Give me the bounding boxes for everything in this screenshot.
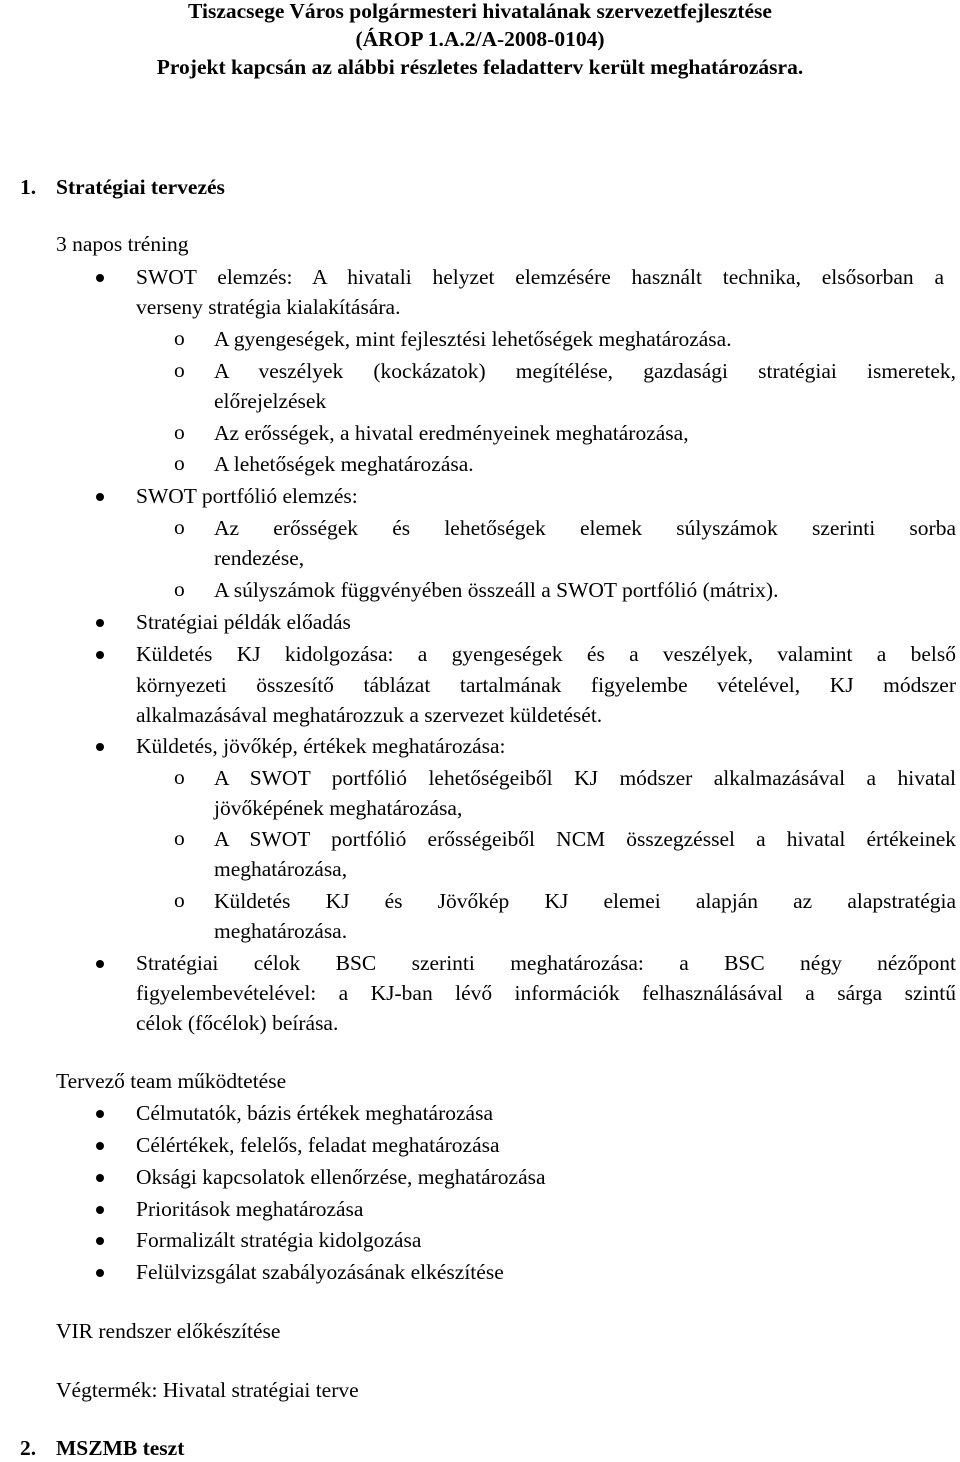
circle-bullet-icon: o: [174, 765, 185, 789]
bullet-icon: [96, 1237, 104, 1245]
bullet-icon: [96, 960, 104, 968]
circle-bullet-icon: o: [174, 826, 185, 850]
swot-line-2: verseny stratégia kialakítására.: [136, 295, 401, 319]
examples-line: Stratégiai példák előadás: [136, 610, 351, 634]
swot-sub-2-line-1: A veszélyek (kockázatok) megítélése, gazdasági stratégiai ismeretek,: [214, 359, 956, 383]
swot-line-1: SWOT elemzés: A hivatali helyzet elemzésére használt technika, elsősorban a: [136, 265, 944, 289]
bullet-icon: [96, 743, 104, 751]
portfolio-sub-1-line-1: Az erősségek és lehetőségek elemek súlyszámok szerinti sorba: [214, 516, 956, 540]
team-item: Célmutatók, bázis értékek meghatározása: [136, 1101, 493, 1125]
section-2-heading: MSZMB teszt: [56, 1436, 185, 1460]
goals-line-3: célok (főcélok) beírása.: [136, 1011, 339, 1035]
goals-line-1: Stratégiai célok BSC szerinti meghatározása: a BSC négy nézőpont: [136, 951, 956, 975]
swot-sub-4: A lehetőségek meghatározása.: [214, 452, 474, 476]
team-item: Felülvizsgálat szabályozásának elkészítése: [136, 1260, 504, 1284]
bullet-icon: [96, 619, 104, 627]
swot-sub-3: Az erősségek, a hivatal eredményeinek meghatározása,: [214, 421, 689, 445]
bullet-icon: [96, 1206, 104, 1214]
circle-bullet-icon: o: [174, 358, 185, 382]
vision-sub-1-line-1: A SWOT portfólió lehetőségeiből KJ módszer alkalmazásával a hivatal: [214, 766, 956, 790]
bullet-icon: [96, 274, 104, 282]
circle-bullet-icon: o: [174, 326, 185, 350]
team-item: Formalizált stratégia kidolgozása: [136, 1228, 422, 1252]
team-item: Prioritások meghatározása: [136, 1197, 364, 1221]
circle-bullet-icon: o: [174, 451, 185, 475]
vision-sub-1-line-2: jövőképének meghatározása,: [214, 796, 463, 820]
portfolio-sub-1-line-2: rendezése,: [214, 546, 305, 570]
title-line-1: Tiszacsege Város polgármesteri hivatalának szervezetfejlesztése: [188, 0, 772, 23]
team-item: Oksági kapcsolatok ellenőrzése, meghatározása: [136, 1165, 546, 1189]
section-1-heading: Stratégiai tervezés: [56, 175, 225, 199]
document-title: [0, 0, 960, 81]
vision-sub-3-line-2: meghatározása.: [214, 919, 348, 943]
section-1-number: 1.: [20, 175, 37, 199]
bullet-icon: [96, 1142, 104, 1150]
section-2-number: 2.: [20, 1436, 37, 1460]
vir-line: VIR rendszer előkészítése: [56, 1319, 281, 1343]
vision-line-1: Küldetés, jövőkép, értékek meghatározása:: [136, 734, 506, 758]
bullet-icon: [96, 1110, 104, 1118]
swot-sub-2-line-2: előrejelzések: [214, 389, 327, 413]
title-line-2: (ÁROP 1.A.2/A-2008-0104): [355, 27, 605, 51]
circle-bullet-icon: o: [174, 420, 185, 444]
portfolio-sub-2: A súlyszámok függvényében összeáll a SWOT portfólió (mátrix).: [214, 578, 779, 602]
circle-bullet-icon: o: [174, 577, 185, 601]
team-heading: Tervező team működtetése: [56, 1069, 287, 1093]
vision-sub-3-line-1: Küldetés KJ és Jövőkép KJ elemei alapján az alapstratégia: [214, 889, 956, 913]
mission-line-2: környezeti összesítő táblázat tartalmának figyelembe vételével, KJ módszer: [136, 673, 956, 697]
circle-bullet-icon: o: [174, 888, 185, 912]
team-item: Célértékek, felelős, feladat meghatározása: [136, 1133, 500, 1157]
vision-sub-2-line-1: A SWOT portfólió erősségeiből NCM összegzéssel a hivatal értékeinek: [214, 827, 956, 851]
bullet-icon: [96, 493, 104, 501]
mission-line-1: Küldetés KJ kidolgozása: a gyengeségek és a veszélyek, valamint a belső: [136, 642, 956, 666]
final-product-line: Végtermék: Hivatal stratégiai terve: [56, 1378, 359, 1402]
bullet-icon: [96, 1174, 104, 1182]
goals-line-2: figyelembevételével: a KJ-ban lévő információk felhasználásával a sárga szintű: [136, 981, 956, 1005]
portfolio-line-1: SWOT portfólió elemzés:: [136, 484, 358, 508]
mission-line-3: alkalmazásával meghatározzuk a szervezet küldetését.: [136, 703, 603, 727]
training-label: 3 napos tréning: [56, 232, 189, 256]
swot-sub-1: A gyengeségek, mint fejlesztési lehetőségek meghatározása.: [214, 327, 732, 351]
bullet-icon: [96, 651, 104, 659]
title-line-3: Projekt kapcsán az alábbi részletes feladatterv került meghatározásra.: [156, 55, 804, 79]
circle-bullet-icon: o: [174, 515, 185, 539]
vision-sub-2-line-2: meghatározása,: [214, 857, 348, 881]
bullet-icon: [96, 1269, 104, 1277]
